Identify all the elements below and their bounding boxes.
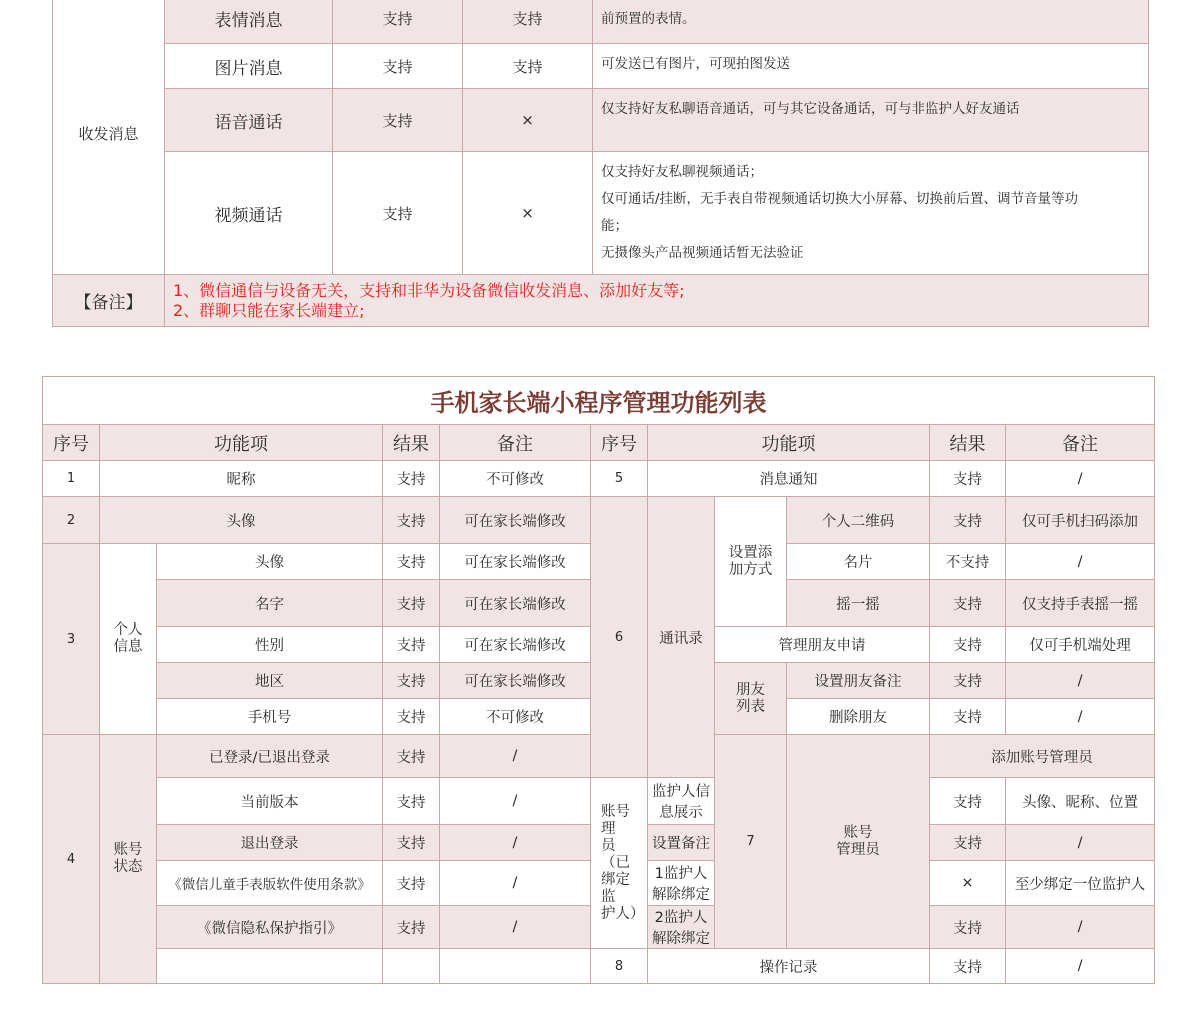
table-row <box>43 949 1155 984</box>
feature-cell: 退出登录 <box>157 825 383 861</box>
row-number: 1 <box>43 461 100 497</box>
result-cell: 支持 <box>383 735 440 778</box>
note-line: 可发送已有图片，可现拍图发送 <box>601 56 790 72</box>
note-cell: / <box>1006 663 1155 699</box>
feature-cell: 2监护人解除绑定 <box>648 906 715 949</box>
group-label <box>100 735 157 984</box>
message-features-table <box>52 0 1149 327</box>
label-line: 绑定监 <box>601 871 630 905</box>
support-cell: × <box>463 89 593 152</box>
table-row <box>53 44 1149 89</box>
feature-cell: 消息通知 <box>648 461 930 497</box>
feature-name: 表情消息 <box>165 0 333 44</box>
note-cell: 可在家长端修改 <box>440 627 591 663</box>
note-cell: / <box>1006 699 1155 735</box>
result-cell: 支持 <box>930 497 1006 544</box>
header-note: 备注 <box>440 425 591 461</box>
note-cell: / <box>1006 949 1155 984</box>
feature-cell: 删除朋友 <box>787 699 930 735</box>
row-number: 6 <box>591 497 648 778</box>
note-cell: 至少绑定一位监护人 <box>1006 861 1155 906</box>
result-cell: 支持 <box>930 580 1006 627</box>
support-cell: 支持 <box>333 0 463 44</box>
note-line: 前预置的表情。 <box>601 11 696 27</box>
row-number: 3 <box>43 544 100 735</box>
feature-cell: 管理朋友申请 <box>715 627 930 663</box>
label-line: 账号理 <box>601 803 630 837</box>
remark-line: 2、群聊只能在家长端建立; <box>173 300 365 320</box>
result-cell: 支持 <box>383 825 440 861</box>
row-number: 7 <box>715 735 787 949</box>
subgroup-label <box>715 663 787 735</box>
row-number: 4 <box>43 735 100 984</box>
note-cell: 仅可手机端处理 <box>1006 627 1155 663</box>
result-cell: 支持 <box>930 627 1006 663</box>
result-cell: 支持 <box>930 663 1006 699</box>
table-row <box>53 89 1149 152</box>
table-row <box>43 461 1155 497</box>
header-feature: 功能项 <box>648 425 930 461</box>
support-cell: 支持 <box>333 152 463 275</box>
feature-cell: 设置朋友备注 <box>787 663 930 699</box>
label-line: 状态 <box>113 859 143 875</box>
note-cell: 仅支持手表摇一摇 <box>1006 580 1155 627</box>
feature-cell: 添加账号管理员 <box>930 735 1155 778</box>
note-line: 能； <box>601 218 628 234</box>
label-line: 账号 <box>113 842 143 858</box>
result-cell: 支持 <box>383 461 440 497</box>
note-cell <box>593 0 1149 44</box>
feature-cell: 已登录/已退出登录 <box>157 735 383 778</box>
label-line: 个人 <box>113 622 143 638</box>
result-cell: 支持 <box>930 906 1006 949</box>
result-cell: 支持 <box>930 461 1006 497</box>
label-line: 护人） <box>601 905 645 922</box>
note-cell: / <box>440 861 591 906</box>
row-number: 5 <box>591 461 648 497</box>
note-cell: 不可修改 <box>440 461 591 497</box>
empty-cell <box>440 949 591 984</box>
support-cell: 支持 <box>333 89 463 152</box>
feature-cell: 性别 <box>157 627 383 663</box>
feature-cell: 名片 <box>787 544 930 580</box>
note-cell <box>593 89 1149 152</box>
group-label <box>787 735 930 949</box>
header-row <box>43 425 1155 461</box>
feature-cell: 个人二维码 <box>787 497 930 544</box>
note-cell <box>593 44 1149 89</box>
note-cell: 可在家长端修改 <box>440 663 591 699</box>
feature-cell: 当前版本 <box>157 778 383 825</box>
table-row <box>53 0 1149 44</box>
header-no: 序号 <box>591 425 648 461</box>
header-no: 序号 <box>43 425 100 461</box>
note-cell: / <box>440 778 591 825</box>
feature-cell: 操作记录 <box>648 949 930 984</box>
feature-cell: 昵称 <box>100 461 383 497</box>
row-number: 8 <box>591 949 648 984</box>
table-title: 手机家长端小程序管理功能列表 <box>43 377 1155 425</box>
label-line: 设置添 <box>728 544 773 561</box>
note-cell: / <box>440 735 591 778</box>
note-cell: 可在家长端修改 <box>440 580 591 627</box>
feature-name: 图片消息 <box>165 44 333 89</box>
note-cell: / <box>1006 461 1155 497</box>
result-cell: 支持 <box>383 627 440 663</box>
parent-miniprogram-features-table <box>42 376 1155 984</box>
result-cell: × <box>930 861 1006 906</box>
table-row <box>43 778 1155 825</box>
note-cell: / <box>1006 906 1155 949</box>
feature-cell: 头像 <box>100 497 383 544</box>
feature-cell: 《微信隐私保护指引》 <box>157 906 383 949</box>
feature-name: 视频通话 <box>165 152 333 275</box>
note-cell: / <box>440 825 591 861</box>
table-row <box>43 497 1155 544</box>
note-cell: 可在家长端修改 <box>440 497 591 544</box>
support-cell: 支持 <box>333 44 463 89</box>
result-cell: 支持 <box>383 580 440 627</box>
result-cell: 支持 <box>930 949 1006 984</box>
result-cell: 不支持 <box>930 544 1006 580</box>
label-line: 员（已 <box>601 837 630 871</box>
note-cell: / <box>440 906 591 949</box>
note-cell: 仅可手机扫码添加 <box>1006 497 1155 544</box>
note-line: 仅支持好友私聊视频通话； <box>601 164 763 180</box>
note-cell <box>593 152 1149 275</box>
row-number: 2 <box>43 497 100 544</box>
feature-name: 语音通话 <box>165 89 333 152</box>
remark-row <box>53 275 1149 327</box>
result-cell: 支持 <box>930 778 1006 825</box>
label-line: 管理员 <box>836 841 880 858</box>
result-cell: 支持 <box>383 699 440 735</box>
header-result: 结果 <box>383 425 440 461</box>
feature-cell: 手机号 <box>157 699 383 735</box>
label-line: 账号 <box>843 824 873 841</box>
header-result: 结果 <box>930 425 1006 461</box>
remark-line: 1、微信通信与设备无关，支持和非华为设备微信收发消息、添加好友等; <box>173 280 685 300</box>
label-line: 信息 <box>113 639 143 655</box>
result-cell: 支持 <box>383 778 440 825</box>
support-cell: 支持 <box>463 0 593 44</box>
result-cell: 支持 <box>383 497 440 544</box>
result-cell: 支持 <box>383 663 440 699</box>
subgroup-label <box>591 778 648 949</box>
note-cell: 可在家长端修改 <box>440 544 591 580</box>
feature-cell: 监护人信息展示 <box>648 778 715 825</box>
note-line: 仅可通话/挂断，无手表自带视频通话切换大小屏幕、切换前后置、调节音量等功 <box>601 191 1079 207</box>
remark-text <box>165 275 1149 327</box>
section-label: 收发消息 <box>53 0 165 275</box>
note-cell: / <box>1006 544 1155 580</box>
result-cell: 支持 <box>383 544 440 580</box>
feature-cell: 摇一摇 <box>787 580 930 627</box>
note-cell: 头像、昵称、位置 <box>1006 778 1155 825</box>
feature-cell: 地区 <box>157 663 383 699</box>
empty-cell <box>157 949 383 984</box>
empty-cell <box>383 949 440 984</box>
note-cell: 不可修改 <box>440 699 591 735</box>
remark-label: 【备注】 <box>53 275 165 327</box>
label-line: 朋友 <box>736 681 765 698</box>
note-line: 无摄像头产品视频通话暂无法验证 <box>601 245 804 261</box>
note-line: 仅支持好友私聊语音通话，可与其它设备通话，可与非监护人好友通话 <box>601 101 1020 117</box>
table-row <box>53 152 1149 275</box>
note-cell: / <box>1006 825 1155 861</box>
title-row <box>43 377 1155 425</box>
result-cell: 支持 <box>930 825 1006 861</box>
support-cell: × <box>463 152 593 275</box>
feature-cell: 设置备注 <box>648 825 715 861</box>
support-cell: 支持 <box>463 44 593 89</box>
label-line: 列表 <box>736 698 765 715</box>
feature-cell: 头像 <box>157 544 383 580</box>
feature-cell: 名字 <box>157 580 383 627</box>
result-cell: 支持 <box>930 699 1006 735</box>
feature-cell: 1监护人解除绑定 <box>648 861 715 906</box>
header-note: 备注 <box>1006 425 1155 461</box>
group-label: 通讯录 <box>648 497 715 778</box>
result-cell: 支持 <box>383 861 440 906</box>
header-feature: 功能项 <box>100 425 383 461</box>
subgroup-label <box>715 497 787 627</box>
result-cell: 支持 <box>383 906 440 949</box>
feature-cell: 《微信儿童手表版软件使用条款》 <box>157 861 383 906</box>
group-label <box>100 544 157 735</box>
label-line: 加方式 <box>728 561 773 578</box>
